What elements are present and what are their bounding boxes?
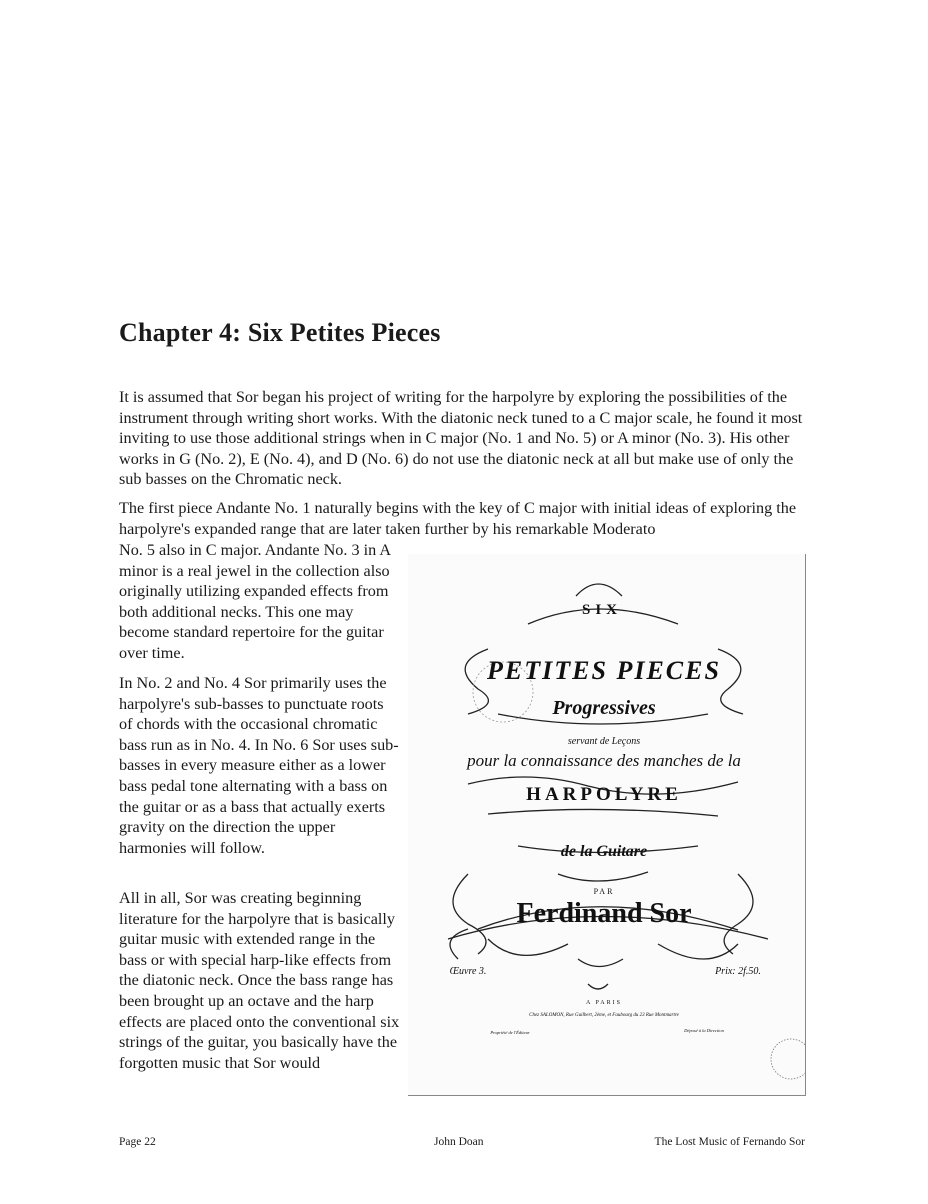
flourish (718, 649, 743, 714)
title-progressives: Progressives (552, 697, 656, 719)
paragraph-text: All in all, Sor was creating beginning literature for the harpolyre that is basically guitar music with extended range in the bass or with special harp-like effects from the diatonic neck. Once the bass range has been brought up an octave and the harp effects are placed onto the conventional six strings of the guitar, you basically have the forgotten music that Sor would (119, 889, 400, 1072)
flourish (488, 809, 718, 816)
column-paragraph-summary (119, 888, 401, 1073)
title-composer: Ferdinand Sor (516, 898, 692, 929)
column-paragraph-sub-basses (119, 673, 401, 858)
flourish (588, 984, 608, 989)
title-servant: servant de Leçons (567, 736, 641, 747)
title-petites-pieces: PETITES PIECES (487, 656, 721, 685)
column-paragraph-andante-no3 (119, 540, 401, 664)
footer-book-title: The Lost Music of Fernando Sor (654, 1136, 805, 1148)
footer-author: John Doan (434, 1136, 484, 1148)
flourish (558, 872, 648, 881)
library-stamp (771, 1039, 805, 1079)
title-pour-la-connaissance: pour la connaissance des manches de la (467, 751, 741, 770)
flourish (578, 959, 623, 967)
footer-page-number: Page 22 (119, 1136, 156, 1148)
paragraph-andante-no1: The first piece Andante No. 1 naturally begins with the key of C major with initial ideas of exploring the harpolyre's expanded range that are later taken further by his remarkable Moderato (119, 499, 797, 538)
title-propriete: Propriété de l'Éditeur (490, 1030, 530, 1035)
flourish (488, 939, 568, 955)
title-par: PAR (593, 887, 615, 896)
paragraph-text: No. 5 also in C major. Andante No. 3 in A minor is a real jewel in the collection also originally utilizing expanded effects from both additional necks. This one may become standard repertoire for the guitar over time. (119, 541, 391, 662)
paragraph-text: In No. 2 and No. 4 Sor primarily uses the harpolyre's sub-basses to punctuate roots of chords with the occasional chromatic bass run as in No. 4. In No. 6 Sor uses sub-basses in every measure either as a lower bass pedal tone alternating with a bass on the guitar or as a bass that actually exerts gravity on the direction the upper harmonies will follow. (119, 674, 399, 857)
title-six: SIX (581, 602, 623, 618)
title-harpolyre: HARPOLYRE (526, 784, 682, 805)
title-page-facsimile-image (408, 554, 806, 1096)
title-de-la-guitare: de la Guitare (560, 843, 648, 860)
title-page-engraving (408, 554, 805, 1095)
title-publisher: Chez SALOMON, Rue Guilbert, 2ème, et Faubourg du 23 Rue Montmartre (529, 1013, 679, 1018)
flourish (576, 584, 622, 596)
title-prix: Prix: 2f.50. (715, 966, 761, 977)
chapter-title: Chapter 4: Six Petites Pieces (119, 318, 441, 347)
title-paris: A PARIS (586, 1000, 622, 1006)
flourish (724, 874, 753, 954)
flourish (465, 649, 488, 714)
title-oeuvre: Œuvre 3. (449, 966, 487, 977)
paragraph-intro: It is assumed that Sor began his project of writing for the harpolyre by exploring the possibilities of the instrument through writing short works. With the diatonic neck tuned to a C major scale, he found it most inviting to use those additional strings when in C major (No. 1 and No. 5) or A minor (No. 3). His other works in G (No. 2), E (No. 4), and D (No. 6) do not use the diatonic neck at all but make use of only the sub basses on the Chromatic neck. (119, 388, 803, 489)
title-depose: Déposé à la Direction (684, 1028, 724, 1033)
flourish (453, 874, 486, 954)
